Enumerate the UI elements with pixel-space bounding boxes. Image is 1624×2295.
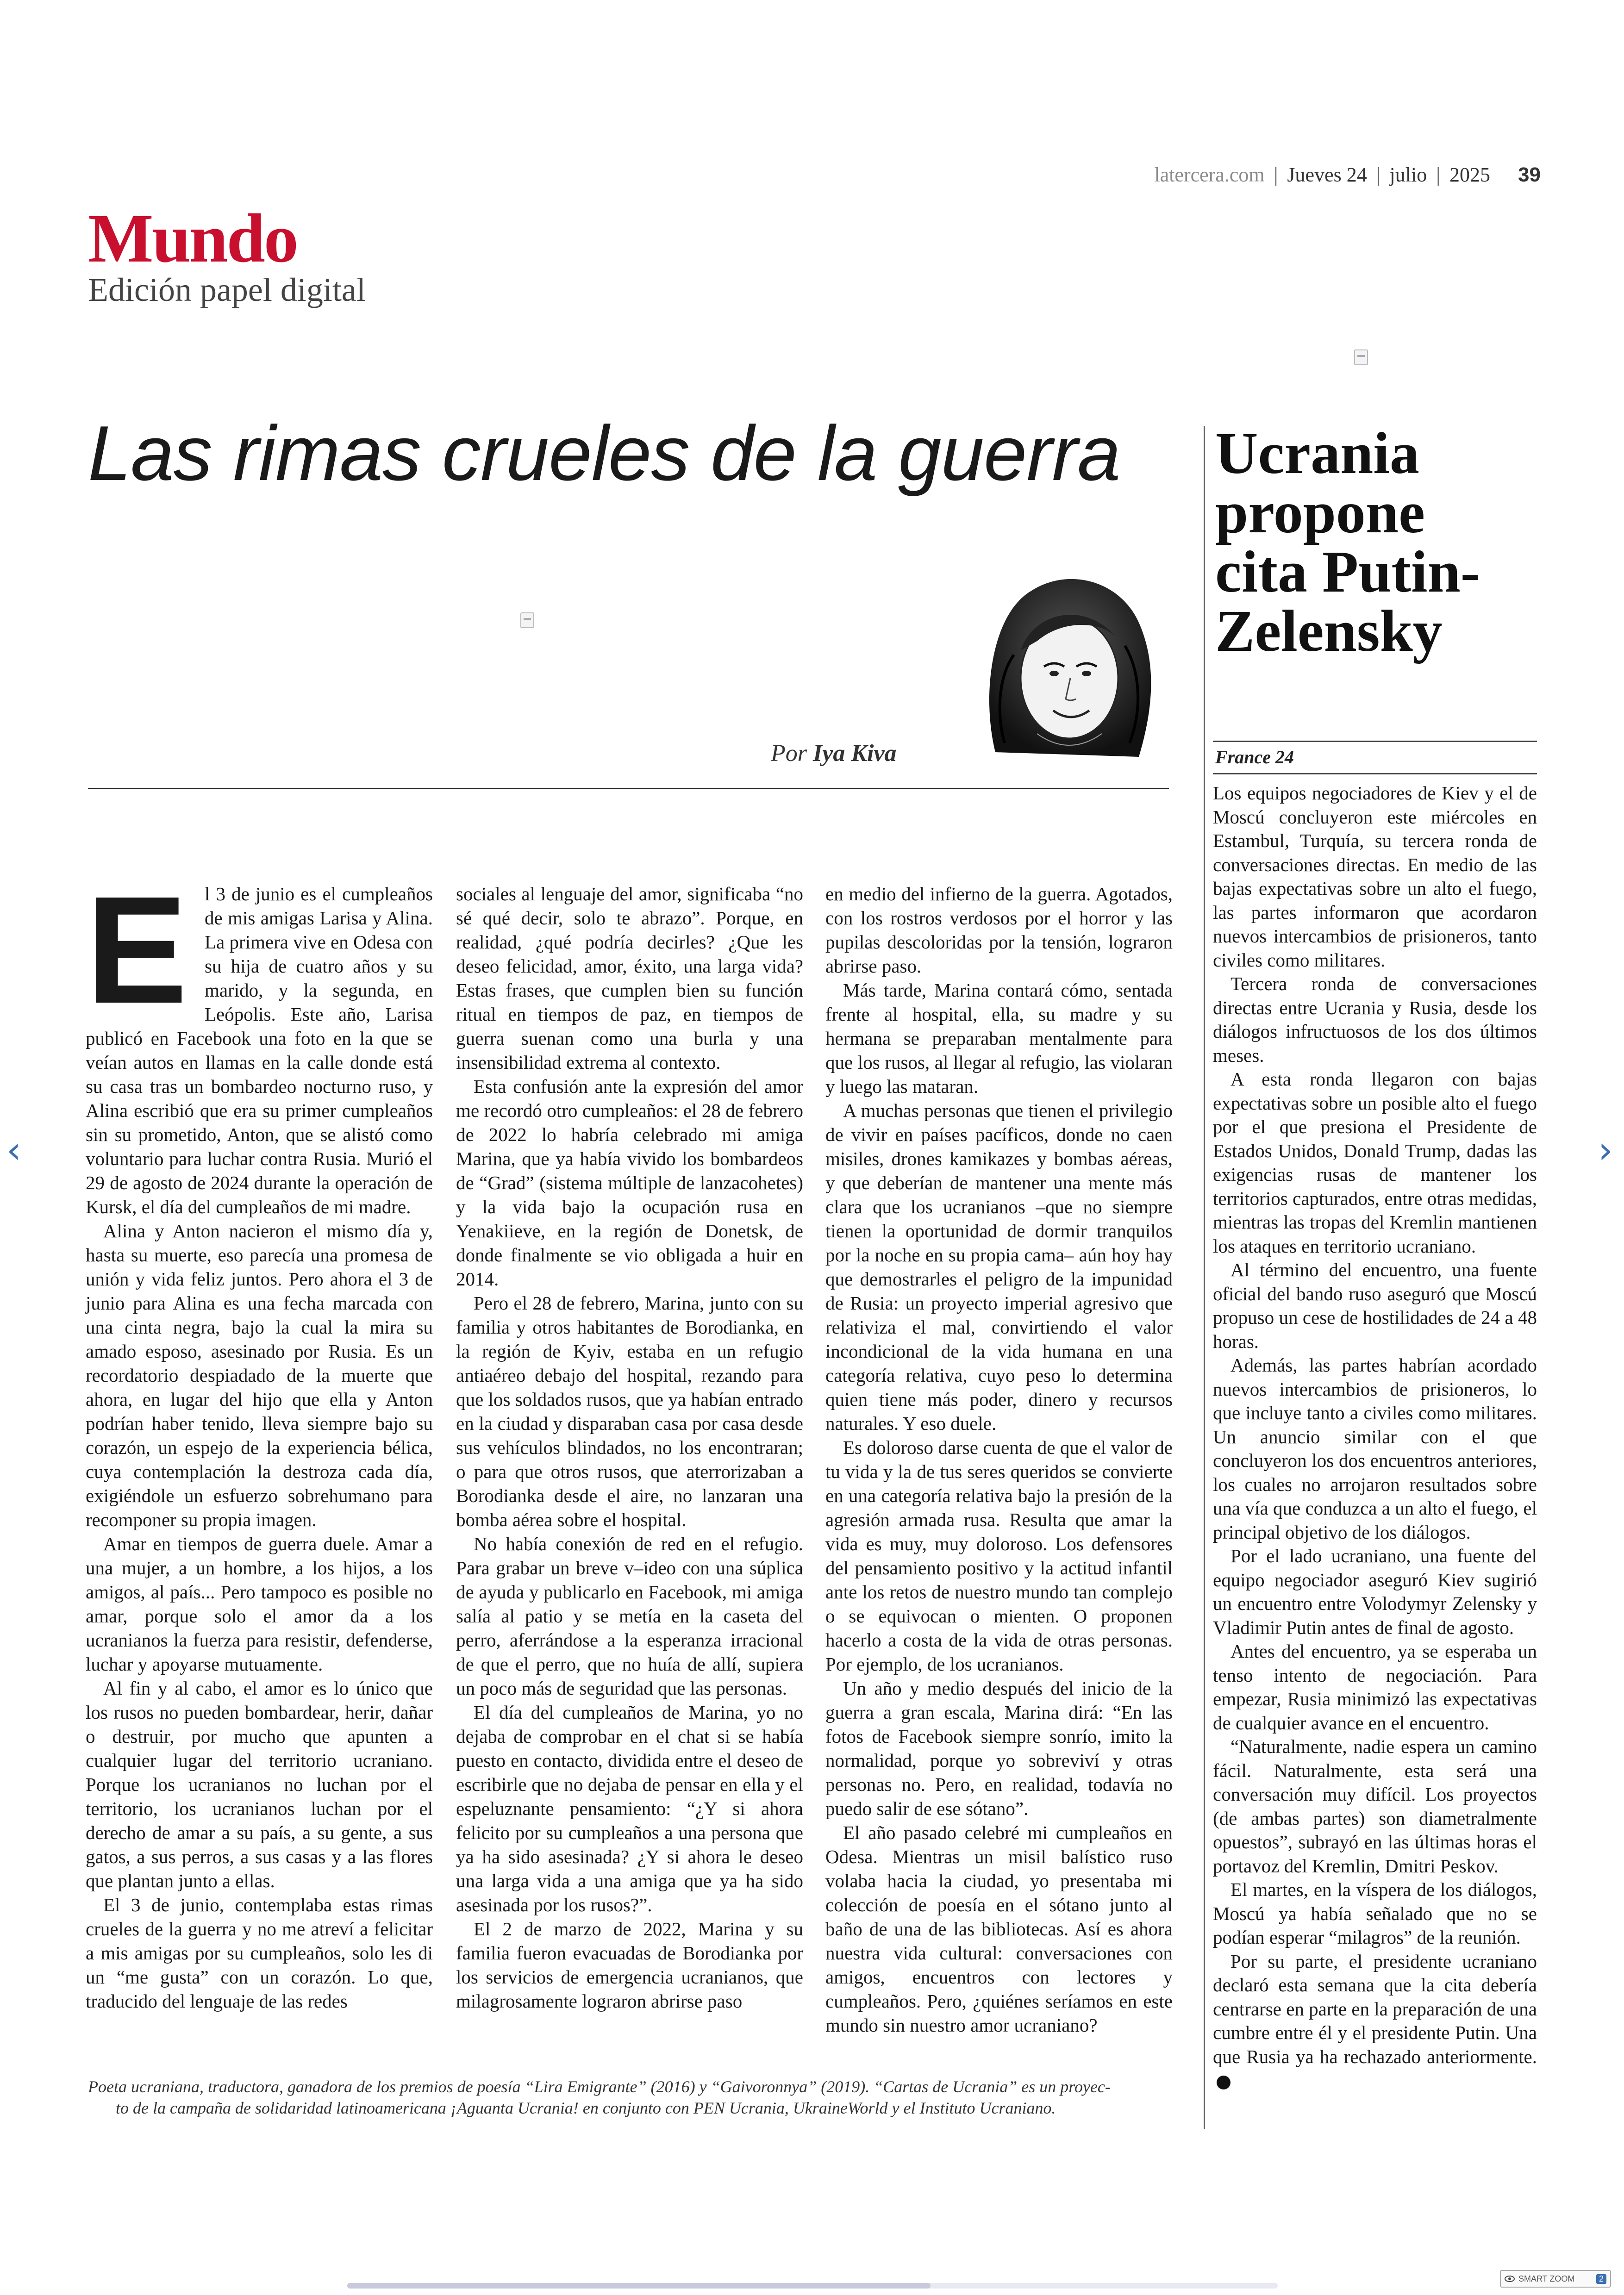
masthead bbox=[1154, 163, 1541, 187]
article-paragraph: Es doloroso darse cuenta de que el valor de tu vida y la de tus seres queridos se convierte en una categoría relativa bajo la presión de la agresión armada rusa. Resulta que amar la vida es muy, muy doloroso. Los defensores del pensamiento positivo y la actitud infantil ante los retos de nuestro mundo tan complejo o se equivocan o mienten. O proponen hacerlo a costa de la vida de otras personas. Por ejemplo, de los ucranianos. bbox=[825, 1437, 1173, 1675]
article-paragraph: El día del cumpleaños de Marina, yo no dejaba de comprobar en el chat si se había puesto en contacto, dividida entre el deseo de escribirle que no dejaba de pensar en ella y el espeluznante pensamiento: “¿Y si ahora felicito por su cumpleaños a una persona que ya ha sido asesinada? ¿Y si ahora le deseo una larga vida a una amiga que ya ha sido asesinada por los rusos?”. bbox=[456, 1702, 803, 1915]
site-name[interactable]: latercera.com bbox=[1154, 163, 1265, 186]
date-year: 2025 bbox=[1449, 163, 1491, 186]
sidebar-paragraph-text: Por su parte, el presidente ucraniano declaró esta semana que la cita debería centrarse en parte en la preparación de una cumbre entre él y el presidente Putin. Una que Rusia ya ha rechazado anteriormente. bbox=[1213, 1950, 1537, 2067]
byline bbox=[771, 740, 897, 767]
sidebar-paragraph: “Naturalmente, nadie espera un camino fácil. Naturalmente, esta será una conversación muy difícil. Los proyectos (de ambas partes) son diametralmente opuestos”, subrayó en las últimas horas el portavoz del Kremlin, Dmitri Peskov. bbox=[1213, 1736, 1537, 1877]
date-month: julio bbox=[1389, 163, 1427, 186]
article-paragraph: No había conexión de red en el refugio. Para grabar un breve v–ideo con una súplica de ayuda y publicarlo en Facebook, mi amiga salía al patio y se metía en la caseta del perro, aferrándose a la esperanza irracional de que el perro, que no huía de allí, supiera un poco más de seguridad que las personas. bbox=[456, 1533, 803, 1699]
byline-divider bbox=[88, 788, 1169, 789]
sidebar-paragraph: Al término del encuentro, una fuente oficial del bando ruso aseguró que Moscú propuso un cese de hostilidades de 24 a 48 horas. bbox=[1213, 1259, 1537, 1352]
pin-icon[interactable] bbox=[1354, 349, 1368, 365]
article-paragraph: Al fin y al cabo, el amor es lo único que los rusos no pueden bombardear, herir, dañar o destruir, por mucho que apunten a cualquier lugar del territorio ucraniano. Porque los ucranianos no luchan por el territorio, los ucranianos luchan por el derecho de amar a su país, a su gente, a sus gatos, a sus perros, a sus casas y a las flores que plantan junto a ellas. bbox=[86, 1678, 433, 1891]
sidebar-divider bbox=[1213, 773, 1537, 774]
article-paragraph: El 2 de marzo de 2022, Marina y su familia fueron evacuadas de Borodianka por los servicios de emergencia ucranianos, que milagrosamente lograron abrirse paso bbox=[456, 1918, 803, 2012]
next-page-icon[interactable]: › bbox=[1598, 1129, 1613, 1172]
article-paragraph: El 3 de junio, contemplaba estas rimas crueles de la guerra y no me atreví a felicitar a mis amigas por su cumpleaños, solo les di un “me gusta” con un corazón. Lo que, traducido del lenguaje de las redes bbox=[86, 1894, 433, 2012]
separator: | bbox=[1436, 163, 1441, 186]
sidebar-paragraph: Los equipos negociadores de Kiev y el de Moscú concluyeron este miércoles en Estambul, Turquía, su tercera ronda de conversaciones directas. En medio de las bajas expectativas sobre un alto el fuego, las partes informaron que acordaron nuevos intercambios de prisioneros, tanto civiles como militares. bbox=[1213, 782, 1537, 971]
end-mark-icon bbox=[1217, 2076, 1230, 2089]
scrollbar-thumb[interactable] bbox=[347, 2283, 931, 2289]
date-day: Jueves 24 bbox=[1287, 163, 1367, 186]
article-paragraph: El año pasado celebré mi cumpleaños en Odesa. Mientras un misil balístico ruso volaba hacia la ciudad, yo presentaba mi colección de poesía en el sótano junto al baño de una de las bibliotecas. Así es ahora nuestra vida cultural: conversaciones con amigos, encuentros con lectores y cumpleaños. Pero, ¿quiénes seríamos en este mundo sin nuestro amor ucraniano? bbox=[825, 1822, 1173, 2036]
smart-zoom-label: SMART ZOOM bbox=[1518, 2274, 1575, 2283]
sidebar-paragraph: Antes del encuentro, ya se esperaba un tenso intento de negociación. Para empezar, Rusia minimizó las expectativas de cualquier avance en el encuentro. bbox=[1213, 1640, 1537, 1734]
drop-cap: E bbox=[86, 864, 188, 1035]
separator: | bbox=[1274, 163, 1278, 186]
sidebar-body bbox=[1213, 781, 1537, 2093]
page-number: 39 bbox=[1518, 163, 1541, 186]
sidebar-paragraph: Tercera ronda de conversaciones directas entre Ucrania y Rusia, desde los diálogos infructuosos de los dos últimos meses. bbox=[1213, 973, 1537, 1066]
zoom-page-badge: 2 bbox=[1596, 2274, 1606, 2284]
article-paragraph: Amar en tiempos de guerra duele. Amar a una mujer, a un hombre, a los hijos, a los amigos, al país... Pero tampoco es posible no amar, porque solo el amor da a los ucranianos la fuerza para resistir, defenderse, luchar y apoyarse mutuamente. bbox=[86, 1533, 433, 1675]
article-headline: Las rimas crueles de la guerra bbox=[88, 410, 1120, 497]
column-divider bbox=[1204, 426, 1205, 2129]
footnote-line: to de la campaña de solidaridad latinoamericana ¡Aguanta Ucrania! en conjunto con PEN Ucrania, UkraineWorld y el Instituto Ucraniano. bbox=[116, 2099, 1056, 2117]
sidebar-source: France 24 bbox=[1215, 747, 1294, 767]
sidebar-headline: Ucrania propone cita Putin-Zelensky bbox=[1215, 420, 1480, 664]
article-column-3 bbox=[825, 882, 1173, 2037]
article-paragraph: l 3 de junio es el cumpleaños de mis amigas Larisa y Alina. La primera vive en Odesa con su hija de cuatro años y su marido, y la segunda, en Leópolis. Este año, Larisa publicó en Facebook una foto en la que se veían autos en llamas en la calle donde está su casa tras un bombardeo nocturno ruso, y Alina escribió que era su primer cumpleaños sin su prometido, Anton, que se alistó como voluntario para luchar contra Rusia. Murió el 29 de agosto de 2024 durante la operación de Kursk, el día del cumpleaños de mi madre. bbox=[86, 883, 433, 1217]
article-column-2 bbox=[456, 882, 803, 2013]
footnote-line: Poeta ucraniana, traductora, ganadora de los premios de poesía “Lira Emigrante” (2016) y “Gaivoronnya” (2019). “Cartas de Ucrania” es un proyec- bbox=[88, 2077, 1111, 2096]
sidebar-paragraph: A esta ronda llegaron con bajas expectativas sobre un posible alto el fuego por el que presiona el Presidente de Estados Unidos, Donald Trump, dadas las exigencias rusas de mantener los territorios capturados, entre otras medidas, mientras las tropas del Kremlin mantienen los ataques en territorio ucraniano. bbox=[1213, 1068, 1537, 1257]
smart-zoom-button[interactable] bbox=[1500, 2270, 1611, 2288]
article-paragraph: Pero el 28 de febrero, Marina, junto con su familia y otros habitantes de Borodianka, en la región de Kyiv, estaba en un refugio antiaéreo debajo del hospital, rezando para que los soldados rusos, que ya habían entrado en la ciudad y disparaban casa por casa desde sus vehículos blindados, no los encontraran; o para que otros rusos, que aterrorizaban a Borodianka desde el aire, no lanzaran una bomba aérea sobre el hospital. bbox=[456, 1292, 803, 1530]
author-portrait bbox=[963, 558, 1167, 761]
eye-icon bbox=[1505, 2276, 1515, 2282]
section-subtitle: Edición papel digital bbox=[88, 271, 366, 308]
sidebar-paragraph: El martes, en la víspera de los diálogos, Moscú ya había señalado que no se podían esperar “milagros” de la reunión. bbox=[1213, 1879, 1537, 1948]
section-title: Mundo bbox=[88, 200, 297, 277]
byline-prefix: Por bbox=[771, 740, 807, 767]
author-footnote bbox=[88, 2076, 1199, 2119]
sidebar-paragraph-last bbox=[1213, 1950, 1537, 2093]
separator: | bbox=[1376, 163, 1380, 186]
article-paragraph: en medio del infierno de la guerra. Agotados, con los rostros verdosos por el horror y las pupilas descoloridas por la tensión, lograron abrirse paso. bbox=[825, 883, 1173, 977]
article-paragraph: Más tarde, Marina contará cómo, sentada frente al hospital, ella, su madre y su hermana se preparaban mentalmente para que los rusos, al llegar al refugio, las violaran y luego las mataran. bbox=[825, 979, 1173, 1097]
article-paragraph: Alina y Anton nacieron el mismo día y, hasta su muerte, eso parecía una promesa de unión y vida feliz juntos. Pero ahora el 3 de junio para Alina es una fecha marcada con una cinta negra, bajo la cual la mira su amado esposo, asesinado por Rusia. Es un recordatorio despiadado de la muerte que ahora, en lugar del hijo que ella y Anton podrían haber tenido, lleva siempre bajo su corazón, un espejo de la experiencia bélica, cuya contemplación la destroza cada día, exigiéndole un esfuerzo sobrehumano para recomponer su propia imagen. bbox=[86, 1220, 433, 1530]
sidebar-divider bbox=[1213, 741, 1537, 742]
sidebar-paragraph: Por el lado ucraniano, una fuente del equipo negociador aseguró Kiev sugirió un encuentro entre Volodymyr Zelensky y Vladimir Putin antes de final de agosto. bbox=[1213, 1545, 1537, 1638]
pin-icon[interactable] bbox=[520, 612, 534, 628]
sidebar-paragraph: Además, las partes habrían acordado nuevos intercambios de prisioneros, lo que incluye tanto a civiles como militares. Un anuncio similar con el que concluyeron los dos encuentros anteriores, los cuales no arrojaron resultados sobre una vía que conduzca a un alto el fuego, el principal objetivo de los diálogos. bbox=[1213, 1354, 1537, 1543]
byline-author: Iya Kiva bbox=[813, 740, 897, 767]
article-paragraph: Un año y medio después del inicio de la guerra a gran escala, Marina dirá: “En las fotos de Facebook siempre sonrío, imito la normalidad, porque yo sobreviví y otras personas no. Pero, en realidad, todavía no puedo salir de ese sótano”. bbox=[825, 1678, 1173, 1819]
article-paragraph: A muchas personas que tienen el privilegio de vivir en países pacíficos, donde no caen misiles, drones kamikazes y bombas aéreas, y que deberían de mantener una mente más clara que los ucranianos –que no siempre tienen la oportunidad de dormir tranquilos por la noche en su propia cama– aún hoy hay que demostrarles el peligro de la impunidad de Rusia: un proyecto imperial agresivo que relativiza el mal, convirtiendo el valor incondicional de la vida humana en una categoría relativa, cuyo peso lo determina quien tiene más poder, dinero y recursos naturales. Y eso duele. bbox=[825, 1100, 1173, 1434]
article-column-1 bbox=[86, 864, 433, 2013]
article-paragraph: sociales al lenguaje del amor, significaba “no sé qué decir, solo te abrazo”. Porque, en realidad, ¿qué podría decirles? ¿Que les deseo felicidad, amor, éxito, una larga vida? Estas frases, que cumplen bien su función ritual en tiempos de paz, en tiempos de guerra suenan como una burla y una insensibilidad extrema al contexto. bbox=[456, 883, 803, 1073]
prev-page-icon[interactable]: ‹ bbox=[6, 1129, 21, 1172]
article-paragraph: Esta confusión ante la expresión del amor me recordó otro cumpleaños: el 28 de febrero de 2022 lo habría celebrado mi amiga Marina, que ya había vivido los bombardeos de “Grad” (sistema múltiple de lanzacohetes) y la vida bajo la ocupación rusa en Yenakiieve, en la región de Donetsk, de donde finalmente se vio obligada a huir en 2014. bbox=[456, 1076, 803, 1290]
